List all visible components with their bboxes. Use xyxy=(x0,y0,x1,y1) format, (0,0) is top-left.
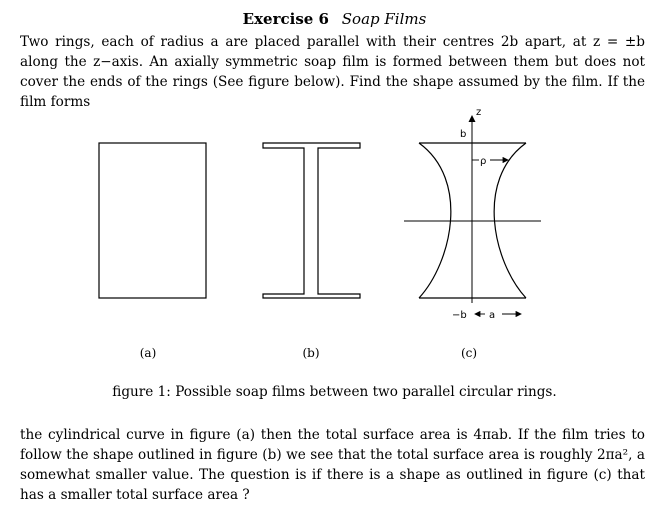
z-label: z xyxy=(476,107,482,118)
exercise-number: Exercise 6 xyxy=(242,10,329,28)
cylinder-film-shape xyxy=(99,143,206,298)
intro-paragraph: Two rings, each of radius a are placed parallel with their centres 2b apart, at z = ±b along the z−axis. An axially symmetric soap film is formed between them but does not cover the ends of the rings (See figure below). Find the shape assumed by the film. If the film forms xyxy=(20,34,645,110)
ibeam-film-shape xyxy=(263,143,360,298)
rho-label: ρ xyxy=(480,156,487,167)
closing-paragraph: the cylindrical curve in figure (a) then the total surface area is 4πab. If the film tries to follow the shape outlined in figure (b) we see that the total surface area is roughly 2πa², a somewhat smaller value. The question is if there is a shape as outlined in figure (c) that has a smaller total surface area ? xyxy=(20,427,645,503)
minus-b-label: −b xyxy=(452,310,467,321)
subfigure-a-label: (a) xyxy=(139,346,157,360)
b-label: b xyxy=(460,129,467,140)
exercise-subtitle: Soap Films xyxy=(341,10,427,28)
figure-caption: figure 1: Possible soap films between two parallel circular rings. xyxy=(112,384,557,400)
a-label: a xyxy=(489,310,496,321)
catenoid-figure xyxy=(404,107,541,321)
subfigure-c-label: (c) xyxy=(460,346,478,360)
subfigure-b-label: (b) xyxy=(302,346,320,360)
